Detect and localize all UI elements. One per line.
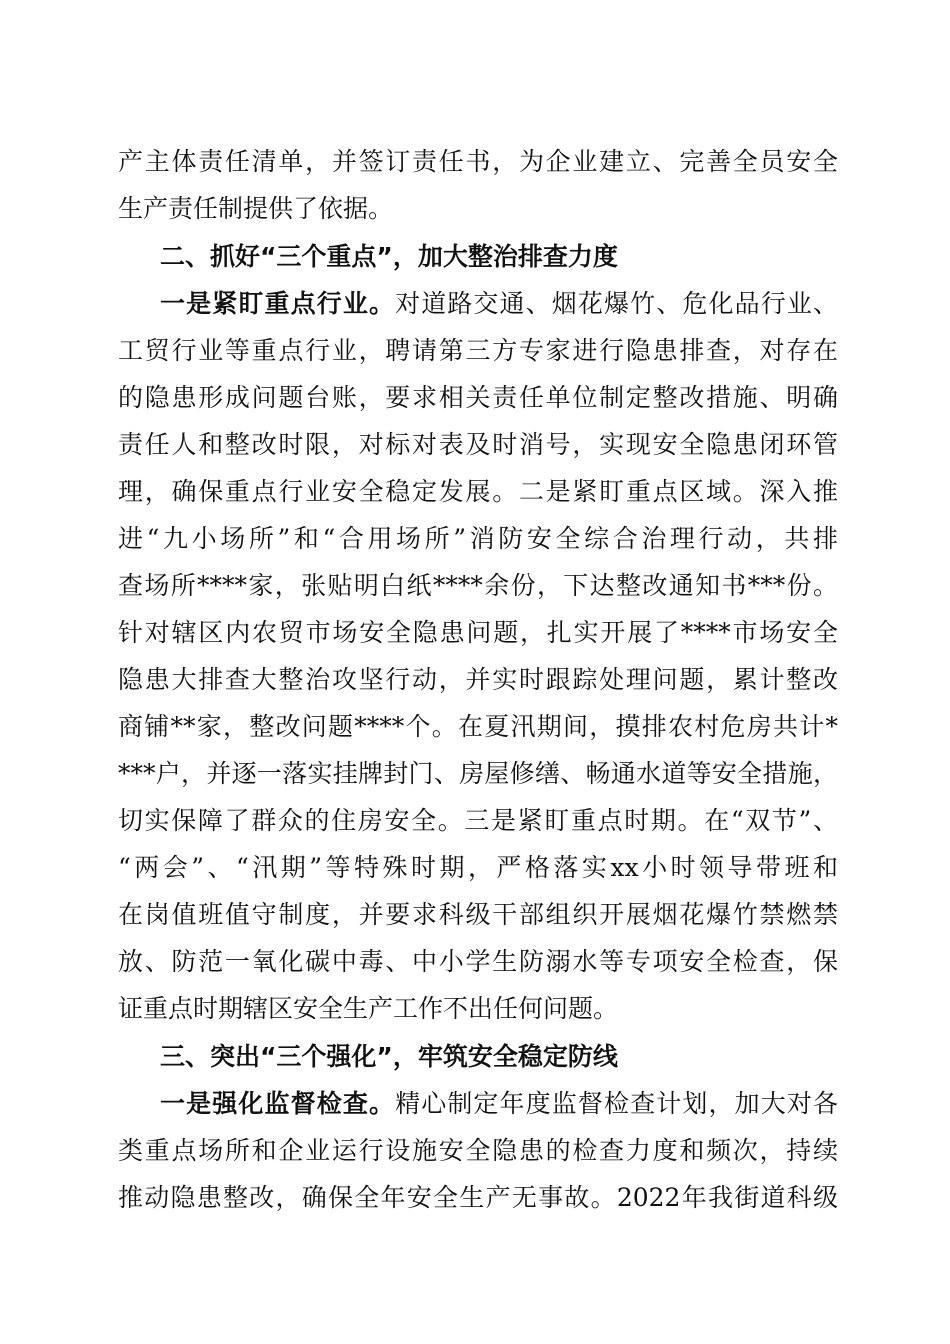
paragraph-line: 切实保障了群众的住房安全。三是紧盯重点时期。在“双节”、 [118,806,838,835]
paragraph-line: 工贸行业等重点行业，聘请第三方专家进行隐患排查，对存在 [118,336,838,365]
paragraph-line: 商铺**家，整改问题****个。在夏汛期间，摸排农村危房共计* [118,712,838,741]
paragraph-line: 责任人和整改时限，对标对表及时消号，实现安全隐患闭环管 [118,430,838,459]
lead-phrase: 一是紧盯重点行业。 [160,289,396,318]
paragraph-line: 放、防范一氧化碳中毒、中小学生防溺水等专项安全检查，保 [118,947,838,976]
paragraph-line: 理，确保重点行业安全稳定发展。二是紧盯重点区域。深入推 [118,477,838,506]
paragraph-line [160,284,838,324]
paragraph-line: 类重点场所和企业运行设施安全隐患的检查力度和频次，持续 [118,1136,838,1165]
paragraph-line: “两会”、“汛期”等特殊时期，严格落实xx小时领导带班和 [118,853,838,882]
paragraph-line: 生产责任制提供了依据。 [118,194,394,223]
section-heading-2: 二、抓好“三个重点”，加大整治排查力度 [160,242,618,271]
section-heading-3: 三、突出“三个强化”，牢筑安全稳定防线 [160,1042,618,1071]
paragraph-line [160,1084,838,1124]
paragraph-text: 对道路交通、烟花爆竹、危化品行业、 [395,289,838,318]
paragraph-text: 精心制定年度监督检查计划，加大对各 [395,1089,838,1118]
paragraph-line: 查场所****家，张贴明白纸****余份，下达整改通知书***份。 [118,571,838,600]
paragraph-line: ***户，并逐一落实挂牌封门、房屋修缮、畅通水道等安全措施， [118,759,838,788]
paragraph-line: 在岗值班值守制度，并要求科级干部组织开展烟花爆竹禁燃禁 [118,900,838,929]
paragraph-line: 产主体责任清单，并签订责任书，为企业建立、完善全员安全 [118,147,838,176]
paragraph-line: 推动隐患整改，确保全年安全生产无事故。2022年我街道科级 [118,1183,838,1212]
paragraph-line: 隐患大排查大整治攻坚行动，并实时跟踪处理问题，累计整改 [118,665,838,694]
lead-phrase: 一是强化监督检查。 [160,1089,396,1118]
paragraph-line: 针对辖区内农贸市场安全隐患问题，扎实开展了****市场安全 [118,618,838,647]
paragraph-line: 证重点时期辖区安全生产工作不出任何问题。 [118,994,619,1023]
paragraph-line: 的隐患形成问题台账，要求相关责任单位制定整改措施、明确 [118,383,838,412]
paragraph-line: 进“九小场所”和“合用场所”消防安全综合治理行动，共排 [118,524,838,553]
